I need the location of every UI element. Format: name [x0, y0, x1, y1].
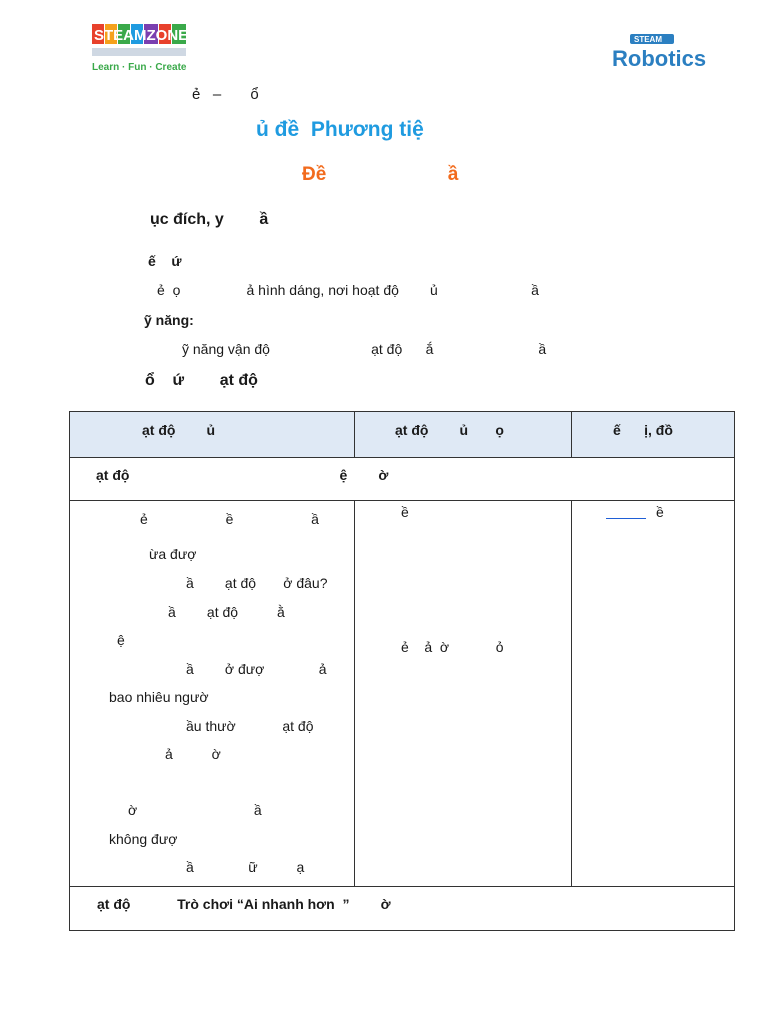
lesson-title: Đề ầ	[302, 164, 459, 185]
teacher-line: ệ	[117, 632, 125, 648]
teacher-line: ầ ữ ạ	[186, 859, 305, 875]
steamzone-logo	[90, 22, 221, 74]
header-materials: ế ị, đồ	[613, 422, 673, 438]
logo-tagline: Learn · Fun · Create	[92, 62, 187, 73]
teacher-line: ầ ở đượ ả	[186, 661, 327, 677]
organization-heading: ổ ứ ạt độ	[145, 372, 258, 389]
child-line: ẻ ả ờ ỏ	[401, 639, 504, 655]
logo-steam-badge: STEAM	[634, 35, 662, 44]
teacher-line: ừa đượ	[149, 546, 197, 562]
purpose-heading: ục đích, y ầ	[150, 211, 269, 228]
knowledge-text: ẻ ọ ả hình dáng, nơi hoạt độ ủ ầ	[157, 282, 539, 298]
activity-table	[69, 411, 735, 931]
skill-text: ỹ năng vận độ ạt độ ắ ầ	[182, 341, 547, 357]
header-child-activity: ạt độ ủ ọ	[395, 422, 504, 438]
teacher-line: ờ ầ	[128, 802, 262, 818]
child-line: ề	[401, 504, 409, 520]
teacher-line: bao nhiêu ngườ	[109, 689, 209, 705]
teacher-line: ầ ạt độ ằ	[168, 604, 285, 620]
topic-title: ủ đề Phương tiệ	[256, 118, 424, 141]
activity-1-title: ạt độ ệ ờ	[96, 467, 389, 483]
teacher-line: ẻ ề ầ	[140, 511, 319, 527]
robotics-logo	[610, 32, 720, 72]
logo-robotics-text: Robotics	[612, 46, 707, 71]
link-underline[interactable]	[606, 518, 646, 519]
teacher-line: ả ờ	[165, 746, 221, 762]
teacher-line: ầu thườ ạt độ	[186, 718, 314, 734]
skill-label: ỹ năng:	[144, 312, 194, 328]
teacher-line: không đượ	[109, 831, 178, 847]
activity-2-title: ạt độ Trò chơi “Ai nhanh hơn ” ờ	[97, 896, 391, 912]
teacher-line: ầ ạt độ ở đâu?	[186, 575, 328, 591]
grade-line: ẻ – ổ	[192, 86, 259, 103]
logo-text: STEAMZONE ALL	[94, 27, 221, 44]
materials-line: ề	[656, 504, 664, 520]
header-teacher-activity: ạt độ ủ	[142, 422, 216, 438]
knowledge-label: ế ứ	[148, 253, 182, 269]
